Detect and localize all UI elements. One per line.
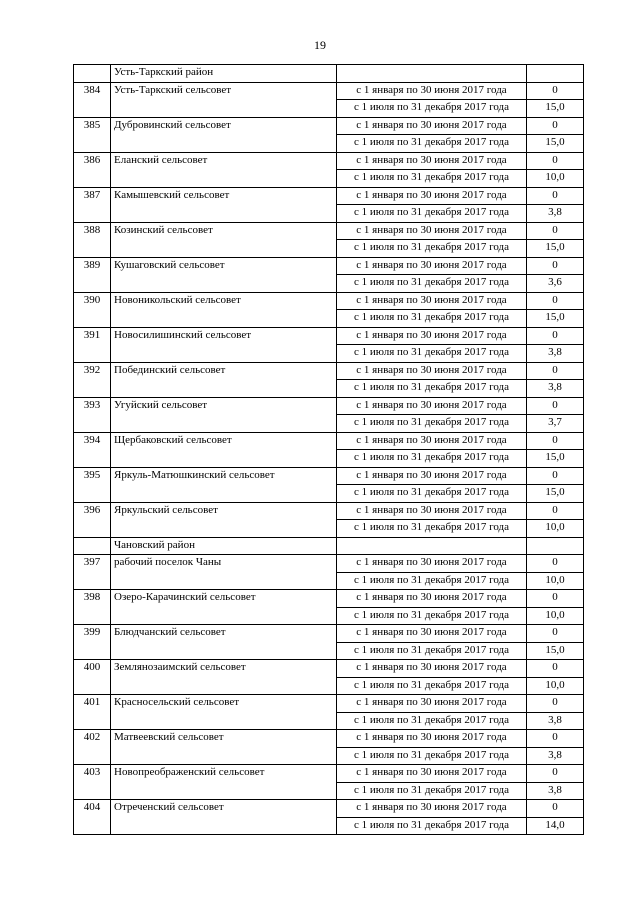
value-second-half: 3,8 [527,345,584,363]
table-row [74,292,584,310]
value-first-half: 0 [527,660,584,678]
period-first-half: с 1 января по 30 июня 2017 года [337,432,527,450]
period-second-half: с 1 июля по 31 декабря 2017 года [337,572,527,590]
settlement-name: Побединский сельсовет [111,362,337,397]
settlement-name: Красносельский сельсовет [111,695,337,730]
period-second-half: с 1 июля по 31 декабря 2017 года [337,607,527,625]
district-num-cell [74,65,111,83]
value-second-half: 15,0 [527,240,584,258]
value-first-half: 0 [527,397,584,415]
period-second-half: с 1 июля по 31 декабря 2017 года [337,240,527,258]
period-second-half: с 1 июля по 31 декабря 2017 года [337,642,527,660]
district-value-cell [527,65,584,83]
value-second-half: 15,0 [527,135,584,153]
row-number: 404 [74,800,111,835]
settlement-name: Камышевский сельсовет [111,187,337,222]
table-row [74,432,584,450]
table-row [74,765,584,783]
settlement-name: Блюдчанский сельсовет [111,625,337,660]
value-first-half: 0 [527,765,584,783]
table-row [74,397,584,415]
value-second-half: 15,0 [527,642,584,660]
period-second-half: с 1 июля по 31 декабря 2017 года [337,450,527,468]
table-row [74,222,584,240]
table-row [74,257,584,275]
settlement-name: Новосилишинский сельсовет [111,327,337,362]
value-second-half: 14,0 [527,817,584,835]
row-number: 398 [74,590,111,625]
value-first-half: 0 [527,730,584,748]
settlement-name: Землянозаимский сельсовет [111,660,337,695]
value-second-half: 3,8 [527,205,584,223]
table-row [74,82,584,100]
value-first-half: 0 [527,187,584,205]
value-second-half: 15,0 [527,450,584,468]
table-row [74,467,584,485]
period-first-half: с 1 января по 30 июня 2017 года [337,800,527,818]
row-number: 401 [74,695,111,730]
settlement-name: Отреченский сельсовет [111,800,337,835]
table-row [74,555,584,573]
table-row [74,800,584,818]
value-first-half: 0 [527,362,584,380]
table-row [74,625,584,643]
period-first-half: с 1 января по 30 июня 2017 года [337,467,527,485]
value-second-half: 3,7 [527,415,584,433]
period-first-half: с 1 января по 30 июня 2017 года [337,257,527,275]
settlement-name: Щербаковский сельсовет [111,432,337,467]
row-number: 402 [74,730,111,765]
period-first-half: с 1 января по 30 июня 2017 года [337,765,527,783]
value-second-half: 3,8 [527,782,584,800]
row-number: 390 [74,292,111,327]
period-second-half: с 1 июля по 31 декабря 2017 года [337,380,527,398]
value-second-half: 15,0 [527,310,584,328]
value-first-half: 0 [527,292,584,310]
row-number: 392 [74,362,111,397]
row-number: 399 [74,625,111,660]
table-row [74,590,584,608]
period-second-half: с 1 июля по 31 декабря 2017 года [337,747,527,765]
period-second-half: с 1 июля по 31 декабря 2017 года [337,170,527,188]
table-row [74,695,584,713]
value-second-half: 10,0 [527,572,584,590]
district-header-row [74,537,584,555]
period-second-half: с 1 июля по 31 декабря 2017 года [337,677,527,695]
settlement-name: Озеро-Карачинский сельсовет [111,590,337,625]
row-number: 393 [74,397,111,432]
value-second-half: 3,6 [527,275,584,293]
table-row [74,187,584,205]
district-name: Чановский район [111,537,337,555]
table-row [74,730,584,748]
period-first-half: с 1 января по 30 июня 2017 года [337,222,527,240]
settlement-name: Новопреображенский сельсовет [111,765,337,800]
table-row [74,660,584,678]
period-second-half: с 1 июля по 31 декабря 2017 года [337,520,527,538]
period-second-half: с 1 июля по 31 декабря 2017 года [337,485,527,503]
row-number: 396 [74,502,111,537]
value-first-half: 0 [527,625,584,643]
value-second-half: 3,8 [527,380,584,398]
period-first-half: с 1 января по 30 июня 2017 года [337,660,527,678]
period-first-half: с 1 января по 30 июня 2017 года [337,292,527,310]
period-first-half: с 1 января по 30 июня 2017 года [337,730,527,748]
period-first-half: с 1 января по 30 июня 2017 года [337,187,527,205]
settlement-name: рабочий поселок Чаны [111,555,337,590]
table-row [74,152,584,170]
period-second-half: с 1 июля по 31 декабря 2017 года [337,345,527,363]
period-first-half: с 1 января по 30 июня 2017 года [337,117,527,135]
settlement-name: Яркульский сельсовет [111,502,337,537]
value-second-half: 15,0 [527,100,584,118]
settlement-name: Угуйский сельсовет [111,397,337,432]
tariff-table [73,64,584,835]
table-row [74,117,584,135]
period-second-half: с 1 июля по 31 декабря 2017 года [337,712,527,730]
period-second-half: с 1 июля по 31 декабря 2017 года [337,205,527,223]
row-number: 389 [74,257,111,292]
period-first-half: с 1 января по 30 июня 2017 года [337,82,527,100]
row-number: 403 [74,765,111,800]
value-first-half: 0 [527,467,584,485]
table-row [74,502,584,520]
row-number: 391 [74,327,111,362]
district-period-cell [337,537,527,555]
row-number: 395 [74,467,111,502]
value-first-half: 0 [527,555,584,573]
value-second-half: 15,0 [527,485,584,503]
value-second-half: 10,0 [527,677,584,695]
row-number: 387 [74,187,111,222]
value-first-half: 0 [527,222,584,240]
settlement-name: Яркуль-Матюшкинский сельсовет [111,467,337,502]
period-first-half: с 1 января по 30 июня 2017 года [337,327,527,345]
period-second-half: с 1 июля по 31 декабря 2017 года [337,310,527,328]
district-num-cell [74,537,111,555]
value-second-half: 10,0 [527,520,584,538]
value-second-half: 10,0 [527,607,584,625]
period-second-half: с 1 июля по 31 декабря 2017 года [337,135,527,153]
tariff-table-body [74,65,584,835]
settlement-name: Козинский сельсовет [111,222,337,257]
value-first-half: 0 [527,327,584,345]
settlement-name: Усть-Таркский сельсовет [111,82,337,117]
row-number: 397 [74,555,111,590]
value-first-half: 0 [527,502,584,520]
period-first-half: с 1 января по 30 июня 2017 года [337,152,527,170]
page-number: 19 [314,38,326,52]
period-second-half: с 1 июля по 31 декабря 2017 года [337,100,527,118]
district-header-row [74,65,584,83]
value-second-half: 3,8 [527,712,584,730]
district-name: Усть-Таркский район [111,65,337,83]
row-number: 400 [74,660,111,695]
table-row [74,327,584,345]
row-number: 386 [74,152,111,187]
settlement-name: Матвеевский сельсовет [111,730,337,765]
settlement-name: Еланский сельсовет [111,152,337,187]
row-number: 384 [74,82,111,117]
table-row [74,362,584,380]
period-first-half: с 1 января по 30 июня 2017 года [337,502,527,520]
row-number: 385 [74,117,111,152]
row-number: 388 [74,222,111,257]
value-second-half: 10,0 [527,170,584,188]
value-first-half: 0 [527,695,584,713]
period-second-half: с 1 июля по 31 декабря 2017 года [337,275,527,293]
period-first-half: с 1 января по 30 июня 2017 года [337,555,527,573]
value-first-half: 0 [527,432,584,450]
period-first-half: с 1 января по 30 июня 2017 года [337,362,527,380]
value-first-half: 0 [527,82,584,100]
period-first-half: с 1 января по 30 июня 2017 года [337,590,527,608]
value-first-half: 0 [527,590,584,608]
period-first-half: с 1 января по 30 июня 2017 года [337,695,527,713]
district-value-cell [527,537,584,555]
period-second-half: с 1 июля по 31 декабря 2017 года [337,782,527,800]
value-first-half: 0 [527,257,584,275]
settlement-name: Новоникольский сельсовет [111,292,337,327]
period-first-half: с 1 января по 30 июня 2017 года [337,625,527,643]
period-first-half: с 1 января по 30 июня 2017 года [337,397,527,415]
settlement-name: Кушаговский сельсовет [111,257,337,292]
value-first-half: 0 [527,800,584,818]
district-period-cell [337,65,527,83]
period-second-half: с 1 июля по 31 декабря 2017 года [337,817,527,835]
row-number: 394 [74,432,111,467]
value-first-half: 0 [527,152,584,170]
period-second-half: с 1 июля по 31 декабря 2017 года [337,415,527,433]
value-second-half: 3,8 [527,747,584,765]
value-first-half: 0 [527,117,584,135]
settlement-name: Дубровинский сельсовет [111,117,337,152]
